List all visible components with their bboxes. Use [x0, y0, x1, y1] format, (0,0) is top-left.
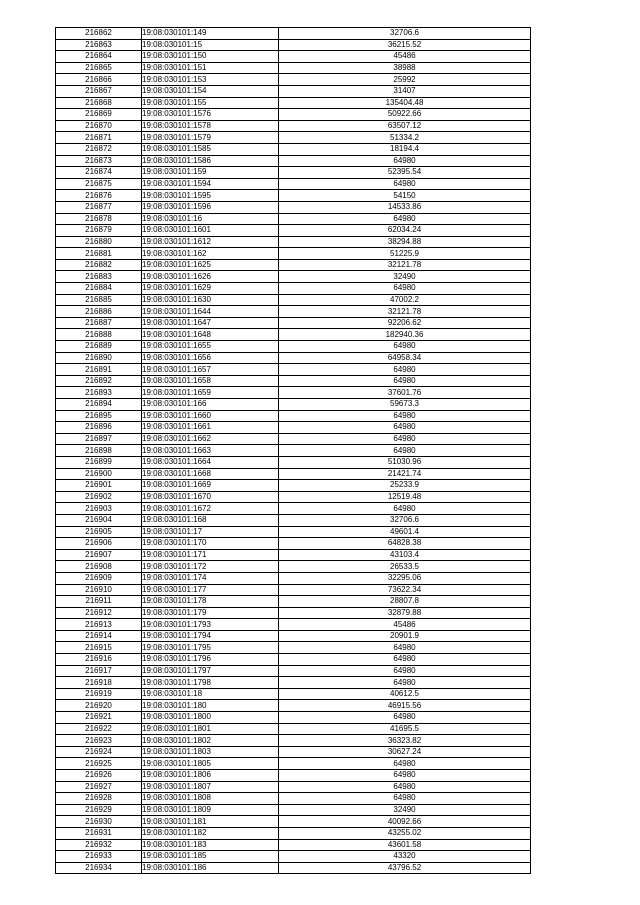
value-cell: 45486: [279, 619, 531, 631]
value-cell: 14533.86: [279, 201, 531, 213]
table-row: [56, 630, 531, 642]
row-number-cell: 216873: [56, 155, 142, 167]
cadastral-number-cell: 19:08:030101:1806: [142, 770, 279, 782]
cadastral-number-cell: 19:08:030101:154: [142, 85, 279, 97]
table-row: [56, 456, 531, 468]
table-row: [56, 62, 531, 74]
value-cell: 43320: [279, 851, 531, 863]
value-cell: 64980: [279, 178, 531, 190]
value-cell: 40092.66: [279, 816, 531, 828]
table-row: [56, 259, 531, 271]
row-number-cell: 216917: [56, 665, 142, 677]
table-row: [56, 781, 531, 793]
row-number-cell: 216929: [56, 804, 142, 816]
table-row: [56, 201, 531, 213]
value-cell: 64980: [279, 712, 531, 724]
value-cell: 64980: [279, 781, 531, 793]
table-row: [56, 329, 531, 341]
value-cell: 32490: [279, 804, 531, 816]
row-number-cell: 216899: [56, 456, 142, 468]
value-cell: 43255.02: [279, 827, 531, 839]
cadastral-number-cell: 19:08:030101:1596: [142, 201, 279, 213]
value-cell: 64980: [279, 770, 531, 782]
table-row: [56, 665, 531, 677]
cadastral-number-cell: 19:08:030101:170: [142, 538, 279, 550]
table-row: [56, 851, 531, 863]
value-cell: 41695.5: [279, 723, 531, 735]
cadastral-number-cell: 19:08:030101:166: [142, 399, 279, 411]
value-cell: 32879.88: [279, 607, 531, 619]
value-cell: 20901.9: [279, 630, 531, 642]
cadastral-number-cell: 19:08:030101:1796: [142, 654, 279, 666]
row-number-cell: 216931: [56, 827, 142, 839]
value-cell: 64980: [279, 433, 531, 445]
table-row: [56, 491, 531, 503]
value-cell: 26533.5: [279, 561, 531, 573]
cadastral-number-cell: 19:08:030101:168: [142, 514, 279, 526]
value-cell: 64980: [279, 503, 531, 515]
value-cell: 64980: [279, 445, 531, 457]
table-row: [56, 248, 531, 260]
cadastral-value-table: [55, 27, 531, 874]
table-row: [56, 132, 531, 144]
row-number-cell: 216910: [56, 584, 142, 596]
table-row: [56, 410, 531, 422]
row-number-cell: 216874: [56, 167, 142, 179]
cadastral-number-cell: 19:08:030101:1648: [142, 329, 279, 341]
row-number-cell: 216872: [56, 143, 142, 155]
table-row: [56, 294, 531, 306]
row-number-cell: 216906: [56, 538, 142, 550]
cadastral-number-cell: 19:08:030101:1625: [142, 259, 279, 271]
row-number-cell: 216905: [56, 526, 142, 538]
row-number-cell: 216866: [56, 74, 142, 86]
cadastral-number-cell: 19:08:030101:162: [142, 248, 279, 260]
row-number-cell: 216930: [56, 816, 142, 828]
table-row: [56, 28, 531, 40]
row-number-cell: 216862: [56, 28, 142, 40]
value-cell: 64980: [279, 213, 531, 225]
table-row: [56, 677, 531, 689]
table-row: [56, 422, 531, 434]
value-cell: 64980: [279, 665, 531, 677]
value-cell: 28807.8: [279, 596, 531, 608]
value-cell: 64980: [279, 422, 531, 434]
row-number-cell: 216914: [56, 630, 142, 642]
table-row: [56, 514, 531, 526]
table-row: [56, 85, 531, 97]
cadastral-number-cell: 19:08:030101:1647: [142, 317, 279, 329]
value-cell: 32490: [279, 271, 531, 283]
table-row: [56, 735, 531, 747]
cadastral-number-cell: 19:08:030101:1626: [142, 271, 279, 283]
row-number-cell: 216875: [56, 178, 142, 190]
row-number-cell: 216903: [56, 503, 142, 515]
cadastral-number-cell: 19:08:030101:16: [142, 213, 279, 225]
table-row: [56, 97, 531, 109]
row-number-cell: 216871: [56, 132, 142, 144]
cadastral-number-cell: 19:08:030101:153: [142, 74, 279, 86]
table-row: [56, 236, 531, 248]
value-cell: 45486: [279, 51, 531, 63]
cadastral-number-cell: 19:08:030101:159: [142, 167, 279, 179]
value-cell: 64980: [279, 155, 531, 167]
cadastral-number-cell: 19:08:030101:1657: [142, 364, 279, 376]
row-number-cell: 216881: [56, 248, 142, 260]
cadastral-number-cell: 19:08:030101:185: [142, 851, 279, 863]
row-number-cell: 216934: [56, 862, 142, 874]
cadastral-number-cell: 19:08:030101:177: [142, 584, 279, 596]
table-row: [56, 51, 531, 63]
row-number-cell: 216870: [56, 120, 142, 132]
value-cell: 43796.52: [279, 862, 531, 874]
table-row: [56, 213, 531, 225]
value-cell: 18194.4: [279, 143, 531, 155]
value-cell: 54150: [279, 190, 531, 202]
cadastral-number-cell: 19:08:030101:1668: [142, 468, 279, 480]
row-number-cell: 216878: [56, 213, 142, 225]
value-cell: 25992: [279, 74, 531, 86]
cadastral-number-cell: 19:08:030101:150: [142, 51, 279, 63]
row-number-cell: 216880: [56, 236, 142, 248]
table-row: [56, 770, 531, 782]
value-cell: 64980: [279, 793, 531, 805]
cadastral-number-cell: 19:08:030101:1662: [142, 433, 279, 445]
row-number-cell: 216890: [56, 352, 142, 364]
row-number-cell: 216879: [56, 225, 142, 237]
cadastral-number-cell: 19:08:030101:1663: [142, 445, 279, 457]
row-number-cell: 216932: [56, 839, 142, 851]
row-number-cell: 216912: [56, 607, 142, 619]
cadastral-number-cell: 19:08:030101:1630: [142, 294, 279, 306]
table-row: [56, 839, 531, 851]
cadastral-number-cell: 19:08:030101:1670: [142, 491, 279, 503]
value-cell: 64980: [279, 642, 531, 654]
value-cell: 135404.48: [279, 97, 531, 109]
table-row: [56, 746, 531, 758]
value-cell: 62034.24: [279, 225, 531, 237]
row-number-cell: 216888: [56, 329, 142, 341]
row-number-cell: 216909: [56, 572, 142, 584]
cadastral-number-cell: 19:08:030101:1808: [142, 793, 279, 805]
row-number-cell: 216891: [56, 364, 142, 376]
value-cell: 46915.56: [279, 700, 531, 712]
row-number-cell: 216919: [56, 688, 142, 700]
value-cell: 30627.24: [279, 746, 531, 758]
row-number-cell: 216889: [56, 341, 142, 353]
row-number-cell: 216916: [56, 654, 142, 666]
cadastral-number-cell: 19:08:030101:1794: [142, 630, 279, 642]
row-number-cell: 216911: [56, 596, 142, 608]
row-number-cell: 216894: [56, 399, 142, 411]
cadastral-number-cell: 19:08:030101:1805: [142, 758, 279, 770]
row-number-cell: 216892: [56, 375, 142, 387]
table-row: [56, 352, 531, 364]
value-cell: 25233.9: [279, 480, 531, 492]
table-body: [56, 28, 531, 874]
row-number-cell: 216882: [56, 259, 142, 271]
value-cell: 32706.6: [279, 514, 531, 526]
row-number-cell: 216913: [56, 619, 142, 631]
table-row: [56, 143, 531, 155]
table-row: [56, 167, 531, 179]
row-number-cell: 216907: [56, 549, 142, 561]
value-cell: 92206.62: [279, 317, 531, 329]
cadastral-number-cell: 19:08:030101:1585: [142, 143, 279, 155]
cadastral-number-cell: 19:08:030101:1594: [142, 178, 279, 190]
table-row: [56, 688, 531, 700]
table-row: [56, 700, 531, 712]
value-cell: 32295.06: [279, 572, 531, 584]
cadastral-number-cell: 19:08:030101:1658: [142, 375, 279, 387]
table-row: [56, 723, 531, 735]
row-number-cell: 216869: [56, 109, 142, 121]
table-row: [56, 596, 531, 608]
table-row: [56, 816, 531, 828]
table-row: [56, 503, 531, 515]
table-row: [56, 642, 531, 654]
table-row: [56, 399, 531, 411]
row-number-cell: 216884: [56, 283, 142, 295]
value-cell: 64980: [279, 654, 531, 666]
value-cell: 47002.2: [279, 294, 531, 306]
table-row: [56, 364, 531, 376]
table-row: [56, 538, 531, 550]
table-row: [56, 225, 531, 237]
row-number-cell: 216918: [56, 677, 142, 689]
value-cell: 64980: [279, 341, 531, 353]
value-cell: 40612.5: [279, 688, 531, 700]
cadastral-number-cell: 19:08:030101:181: [142, 816, 279, 828]
row-number-cell: 216863: [56, 39, 142, 51]
value-cell: 32706.6: [279, 28, 531, 40]
cadastral-number-cell: 19:08:030101:1798: [142, 677, 279, 689]
row-number-cell: 216902: [56, 491, 142, 503]
table-row: [56, 793, 531, 805]
table-row: [56, 549, 531, 561]
table-row: [56, 109, 531, 121]
cadastral-number-cell: 19:08:030101:1656: [142, 352, 279, 364]
value-cell: 21421.74: [279, 468, 531, 480]
row-number-cell: 216928: [56, 793, 142, 805]
table-row: [56, 654, 531, 666]
row-number-cell: 216876: [56, 190, 142, 202]
cadastral-number-cell: 19:08:030101:1655: [142, 341, 279, 353]
cadastral-number-cell: 19:08:030101:1659: [142, 387, 279, 399]
row-number-cell: 216885: [56, 294, 142, 306]
value-cell: 64980: [279, 677, 531, 689]
cadastral-number-cell: 19:08:030101:1644: [142, 306, 279, 318]
table-row: [56, 74, 531, 86]
row-number-cell: 216921: [56, 712, 142, 724]
table-row: [56, 155, 531, 167]
table-row: [56, 341, 531, 353]
table-row: [56, 39, 531, 51]
row-number-cell: 216926: [56, 770, 142, 782]
cadastral-number-cell: 19:08:030101:1800: [142, 712, 279, 724]
row-number-cell: 216865: [56, 62, 142, 74]
table-row: [56, 572, 531, 584]
cadastral-number-cell: 19:08:030101:1797: [142, 665, 279, 677]
table-row: [56, 584, 531, 596]
row-number-cell: 216904: [56, 514, 142, 526]
table-row: [56, 804, 531, 816]
cadastral-number-cell: 19:08:030101:174: [142, 572, 279, 584]
cadastral-number-cell: 19:08:030101:1629: [142, 283, 279, 295]
value-cell: 49601.4: [279, 526, 531, 538]
table-row: [56, 387, 531, 399]
value-cell: 50922.66: [279, 109, 531, 121]
cadastral-number-cell: 19:08:030101:149: [142, 28, 279, 40]
table-row: [56, 306, 531, 318]
row-number-cell: 216927: [56, 781, 142, 793]
row-number-cell: 216893: [56, 387, 142, 399]
cadastral-number-cell: 19:08:030101:1661: [142, 422, 279, 434]
value-cell: 32121.78: [279, 306, 531, 318]
row-number-cell: 216901: [56, 480, 142, 492]
value-cell: 36215.52: [279, 39, 531, 51]
value-cell: 64828.38: [279, 538, 531, 550]
value-cell: 52395.54: [279, 167, 531, 179]
value-cell: 64980: [279, 364, 531, 376]
cadastral-number-cell: 19:08:030101:1612: [142, 236, 279, 248]
cadastral-number-cell: 19:08:030101:1672: [142, 503, 279, 515]
cadastral-number-cell: 19:08:030101:1579: [142, 132, 279, 144]
value-cell: 12519.48: [279, 491, 531, 503]
table-row: [56, 271, 531, 283]
cadastral-number-cell: 19:08:030101:155: [142, 97, 279, 109]
table-row: [56, 827, 531, 839]
row-number-cell: 216868: [56, 97, 142, 109]
table-row: [56, 862, 531, 874]
row-number-cell: 216900: [56, 468, 142, 480]
cadastral-number-cell: 19:08:030101:1793: [142, 619, 279, 631]
value-cell: 73622.34: [279, 584, 531, 596]
value-cell: 59673.3: [279, 399, 531, 411]
row-number-cell: 216924: [56, 746, 142, 758]
cadastral-number-cell: 19:08:030101:1576: [142, 109, 279, 121]
value-cell: 64980: [279, 410, 531, 422]
value-cell: 37601.76: [279, 387, 531, 399]
cadastral-number-cell: 19:08:030101:180: [142, 700, 279, 712]
value-cell: 38988: [279, 62, 531, 74]
value-cell: 31407: [279, 85, 531, 97]
value-cell: 64980: [279, 375, 531, 387]
cadastral-number-cell: 19:08:030101:1803: [142, 746, 279, 758]
table-row: [56, 433, 531, 445]
cadastral-number-cell: 19:08:030101:1669: [142, 480, 279, 492]
cadastral-number-cell: 19:08:030101:1660: [142, 410, 279, 422]
row-number-cell: 216883: [56, 271, 142, 283]
cadastral-number-cell: 19:08:030101:1601: [142, 225, 279, 237]
value-cell: 64980: [279, 758, 531, 770]
row-number-cell: 216915: [56, 642, 142, 654]
cadastral-number-cell: 19:08:030101:1578: [142, 120, 279, 132]
row-number-cell: 216925: [56, 758, 142, 770]
table-row: [56, 607, 531, 619]
table-row: [56, 317, 531, 329]
cadastral-number-cell: 19:08:030101:1802: [142, 735, 279, 747]
row-number-cell: 216920: [56, 700, 142, 712]
value-cell: 182940.36: [279, 329, 531, 341]
value-cell: 64980: [279, 283, 531, 295]
cadastral-number-cell: 19:08:030101:151: [142, 62, 279, 74]
row-number-cell: 216898: [56, 445, 142, 457]
table-row: [56, 561, 531, 573]
cadastral-number-cell: 19:08:030101:15: [142, 39, 279, 51]
cadastral-number-cell: 19:08:030101:182: [142, 827, 279, 839]
cadastral-number-cell: 19:08:030101:18: [142, 688, 279, 700]
cadastral-number-cell: 19:08:030101:172: [142, 561, 279, 573]
value-cell: 38294.88: [279, 236, 531, 248]
cadastral-number-cell: 19:08:030101:1595: [142, 190, 279, 202]
row-number-cell: 216886: [56, 306, 142, 318]
table-row: [56, 619, 531, 631]
value-cell: 64958.34: [279, 352, 531, 364]
table-row: [56, 480, 531, 492]
cadastral-number-cell: 19:08:030101:1801: [142, 723, 279, 735]
value-cell: 51225.9: [279, 248, 531, 260]
value-cell: 51334.2: [279, 132, 531, 144]
row-number-cell: 216896: [56, 422, 142, 434]
row-number-cell: 216908: [56, 561, 142, 573]
cadastral-number-cell: 19:08:030101:1586: [142, 155, 279, 167]
table-row: [56, 526, 531, 538]
table-row: [56, 445, 531, 457]
cadastral-number-cell: 19:08:030101:1807: [142, 781, 279, 793]
table-row: [56, 178, 531, 190]
row-number-cell: 216864: [56, 51, 142, 63]
row-number-cell: 216933: [56, 851, 142, 863]
cadastral-number-cell: 19:08:030101:1809: [142, 804, 279, 816]
row-number-cell: 216867: [56, 85, 142, 97]
document-page: [55, 27, 531, 874]
row-number-cell: 216887: [56, 317, 142, 329]
value-cell: 43601.58: [279, 839, 531, 851]
table-row: [56, 375, 531, 387]
row-number-cell: 216897: [56, 433, 142, 445]
table-row: [56, 468, 531, 480]
table-row: [56, 190, 531, 202]
table-row: [56, 283, 531, 295]
value-cell: 51030.96: [279, 456, 531, 468]
value-cell: 36323.82: [279, 735, 531, 747]
value-cell: 63507.12: [279, 120, 531, 132]
cadastral-number-cell: 19:08:030101:178: [142, 596, 279, 608]
cadastral-number-cell: 19:08:030101:183: [142, 839, 279, 851]
table-row: [56, 758, 531, 770]
table-row: [56, 712, 531, 724]
cadastral-number-cell: 19:08:030101:17: [142, 526, 279, 538]
table-row: [56, 120, 531, 132]
row-number-cell: 216895: [56, 410, 142, 422]
cadastral-number-cell: 19:08:030101:179: [142, 607, 279, 619]
cadastral-number-cell: 19:08:030101:171: [142, 549, 279, 561]
cadastral-number-cell: 19:08:030101:1664: [142, 456, 279, 468]
cadastral-number-cell: 19:08:030101:1795: [142, 642, 279, 654]
row-number-cell: 216923: [56, 735, 142, 747]
row-number-cell: 216922: [56, 723, 142, 735]
row-number-cell: 216877: [56, 201, 142, 213]
value-cell: 43103.4: [279, 549, 531, 561]
cadastral-number-cell: 19:08:030101:186: [142, 862, 279, 874]
value-cell: 32121.78: [279, 259, 531, 271]
